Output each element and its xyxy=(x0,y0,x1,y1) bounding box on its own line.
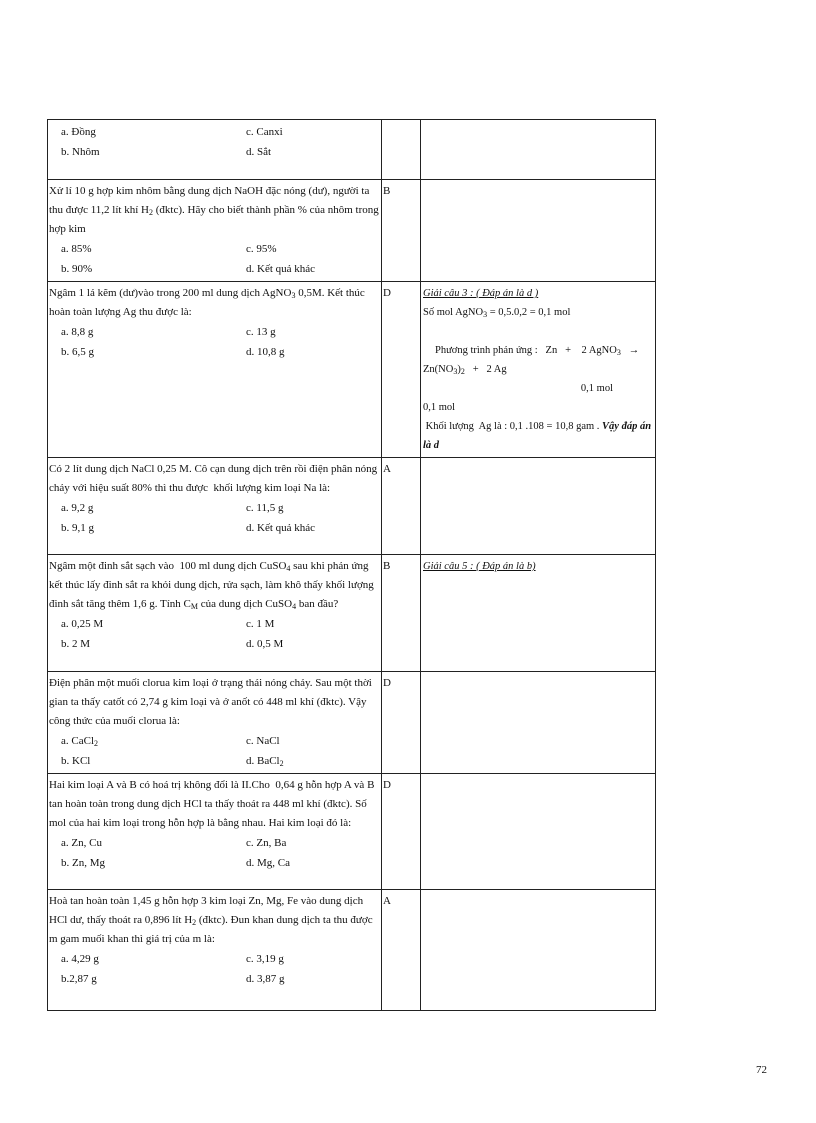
question-text: Có 2 lít dung dịch NaCl 0,25 M. Cô cạn dung dịch trên rồi điện phân nóng chảy với hiệu suất 80% thì thu được khối lượng kim loại Na là: xyxy=(49,463,378,494)
answer-option: b. 90% xyxy=(61,263,93,275)
solution-line xyxy=(423,322,653,341)
question-text: Điện phân một muối clorua kim loại ở trạng thái nóng chảy. Sau một thời gian ta thấy catốt có 2,74 g kim loại và ở anốt có 448 ml khí (đktc). Vậy công thức của muối clorua là: xyxy=(49,677,372,727)
answer-option: b.2,87 g xyxy=(61,973,97,985)
correct-answer-cell xyxy=(382,890,421,1011)
question-text: Ngâm 1 lá kẽm (dư)vào trong 200 ml dung dịch AgNO$_3$ 0,5M. Kết thúc hoàn toàn lượng Ag thu được là: xyxy=(49,287,365,318)
solution-cell xyxy=(421,458,656,555)
answer-option: c. 95% xyxy=(246,243,277,255)
answer-option: b. 6,5 g xyxy=(61,346,94,358)
answer-option: b. 2 M xyxy=(61,638,91,650)
question-text: Hai kim loại A và B có hoá trị không đổi là II.Cho 0,64 g hỗn hợp A và B tan hoàn toàn trong dung dịch HCl ta thấy thoát ra 448 ml khí (đktc). Số mol của hai kim loại trong hỗn hợp là bằng nhau. Hai kim loại đó là: xyxy=(49,779,375,829)
question-row xyxy=(48,672,656,774)
question-row xyxy=(48,458,656,555)
solution-line: 0,1 mol xyxy=(423,402,456,413)
answer-options xyxy=(49,614,380,654)
answer-option: a. Đồng xyxy=(61,126,96,138)
answer-options xyxy=(49,731,380,771)
answer-option: a. 8,8 g xyxy=(61,326,94,338)
solution-cell xyxy=(421,555,656,672)
correct-answer: A xyxy=(383,895,391,907)
question-cell xyxy=(48,890,382,1011)
answer-option: a. CaCl$_2$ xyxy=(61,735,98,748)
answer-option: a. Zn, Cu xyxy=(61,837,102,849)
question-row xyxy=(48,774,656,890)
question-text: Ngâm một đinh sắt sạch vào 100 ml dung dịch CuSO$_4$ sau khi phản ứng kết thúc lấy đinh sắt ra khỏi dung dịch, rửa sạch, làm khô thấy khối lượng đinh sắt tăng thêm 1,6 g. Tính $C_M$ của dung dịch CuSO$_4$ ban đầu? xyxy=(49,560,374,611)
correct-answer: D xyxy=(383,287,391,299)
correct-answer-cell xyxy=(382,282,421,458)
question-cell xyxy=(48,120,382,180)
answer-options xyxy=(49,833,380,873)
answer-option: b. KCl xyxy=(61,755,91,767)
answer-option: d. Mg, Ca xyxy=(246,857,290,869)
solution-cell xyxy=(421,672,656,774)
question-cell xyxy=(48,458,382,555)
solution-line: Phương trình phản ứng : Zn + 2 AgNO$_3$ → xyxy=(435,345,640,357)
question-row xyxy=(48,555,656,672)
question-row xyxy=(48,180,656,282)
solution-cell xyxy=(421,774,656,890)
correct-answer: A xyxy=(383,463,391,475)
answer-option: c. Zn, Ba xyxy=(246,837,287,849)
answer-options xyxy=(49,239,380,279)
answer-option: b. Nhôm xyxy=(61,146,100,158)
question-text: Hoà tan hoàn toàn 1,45 g hỗn hợp 3 kim loại Zn, Mg, Fe vào dung dịch HCl dư, thấy thoát ra 0,896 lít $H_2$ (đktc). Đun khan dung dịch ta thu được m gam muối khan thì giá trị của m là: xyxy=(49,895,373,945)
answer-option: c. 3,19 g xyxy=(246,953,284,965)
solution-cell xyxy=(421,282,656,458)
answer-option: d. Kết quả khác xyxy=(246,522,316,534)
answer-option: b. Zn, Mg xyxy=(61,857,105,869)
answer-option: b. 9,1 g xyxy=(61,522,94,534)
correct-answer-cell xyxy=(382,672,421,774)
correct-answer: D xyxy=(383,677,391,689)
answer-option: c. NaCl xyxy=(246,735,280,747)
question-row xyxy=(48,120,656,180)
question-table xyxy=(47,119,656,1011)
answer-option: a. 4,29 g xyxy=(61,953,99,965)
solution-cell xyxy=(421,180,656,282)
answer-option: d. Sắt xyxy=(246,146,272,158)
correct-answer-cell xyxy=(382,180,421,282)
answer-options xyxy=(49,498,380,538)
answer-options xyxy=(49,322,380,362)
answer-option: c. 13 g xyxy=(246,326,276,338)
answer-options xyxy=(49,949,380,989)
answer-options xyxy=(49,122,380,162)
answer-option: a. 0,25 M xyxy=(61,618,104,630)
question-cell xyxy=(48,282,382,458)
question-cell xyxy=(48,180,382,282)
solution-line: Khối lượng Ag là : 0,1 .108 = 10,8 gam . Vậy đáp án là d xyxy=(423,421,652,451)
question-row xyxy=(48,282,656,458)
page-number: 72 xyxy=(756,1064,767,1076)
answer-option: a. 9,2 g xyxy=(61,502,94,514)
answer-option: a. 85% xyxy=(61,243,92,255)
answer-option: d. 10,8 g xyxy=(246,346,285,358)
answer-option: c. 11,5 g xyxy=(246,502,284,514)
question-cell xyxy=(48,555,382,672)
correct-answer-cell xyxy=(382,774,421,890)
answer-option: d. Kết quả khác xyxy=(246,263,316,275)
question-text: Xử lí 10 g hợp kim nhôm bằng dung dịch NaOH đặc nóng (dư), người ta thu được 11,2 lít khí $H_2$ (đktc). Hãy cho biết thành phần % của nhôm trong hợp kim xyxy=(49,185,379,235)
correct-answer: D xyxy=(383,779,391,791)
answer-option: c. 1 M xyxy=(246,618,275,630)
solution-line: Số mol AgNO$_3$ = 0,5.0,2 = 0,1 mol xyxy=(423,307,571,319)
question-cell xyxy=(48,774,382,890)
answer-option: d. 3,87 g xyxy=(246,973,285,985)
answer-option: c. Canxi xyxy=(246,126,283,138)
question-row xyxy=(48,890,656,1011)
solution-line: 0,1 mol xyxy=(580,383,613,394)
solution-cell xyxy=(421,890,656,1011)
correct-answer-cell xyxy=(382,458,421,555)
correct-answer-cell xyxy=(382,120,421,180)
answer-option: d. BaCl$_2$ xyxy=(246,755,284,768)
correct-answer: B xyxy=(383,560,391,572)
solution-cell xyxy=(421,120,656,180)
solution-line: $Zn(NO_3)_2 + 2$ Ag xyxy=(423,364,507,376)
question-cell xyxy=(48,672,382,774)
correct-answer-cell xyxy=(382,555,421,672)
solution-line: Giải câu 5 : ( Đáp án là b) xyxy=(423,561,536,572)
correct-answer: B xyxy=(383,185,391,197)
solution-line: Giải câu 3 : ( Đáp án là d ) xyxy=(423,288,539,299)
answer-option: d. 0,5 M xyxy=(246,638,284,650)
